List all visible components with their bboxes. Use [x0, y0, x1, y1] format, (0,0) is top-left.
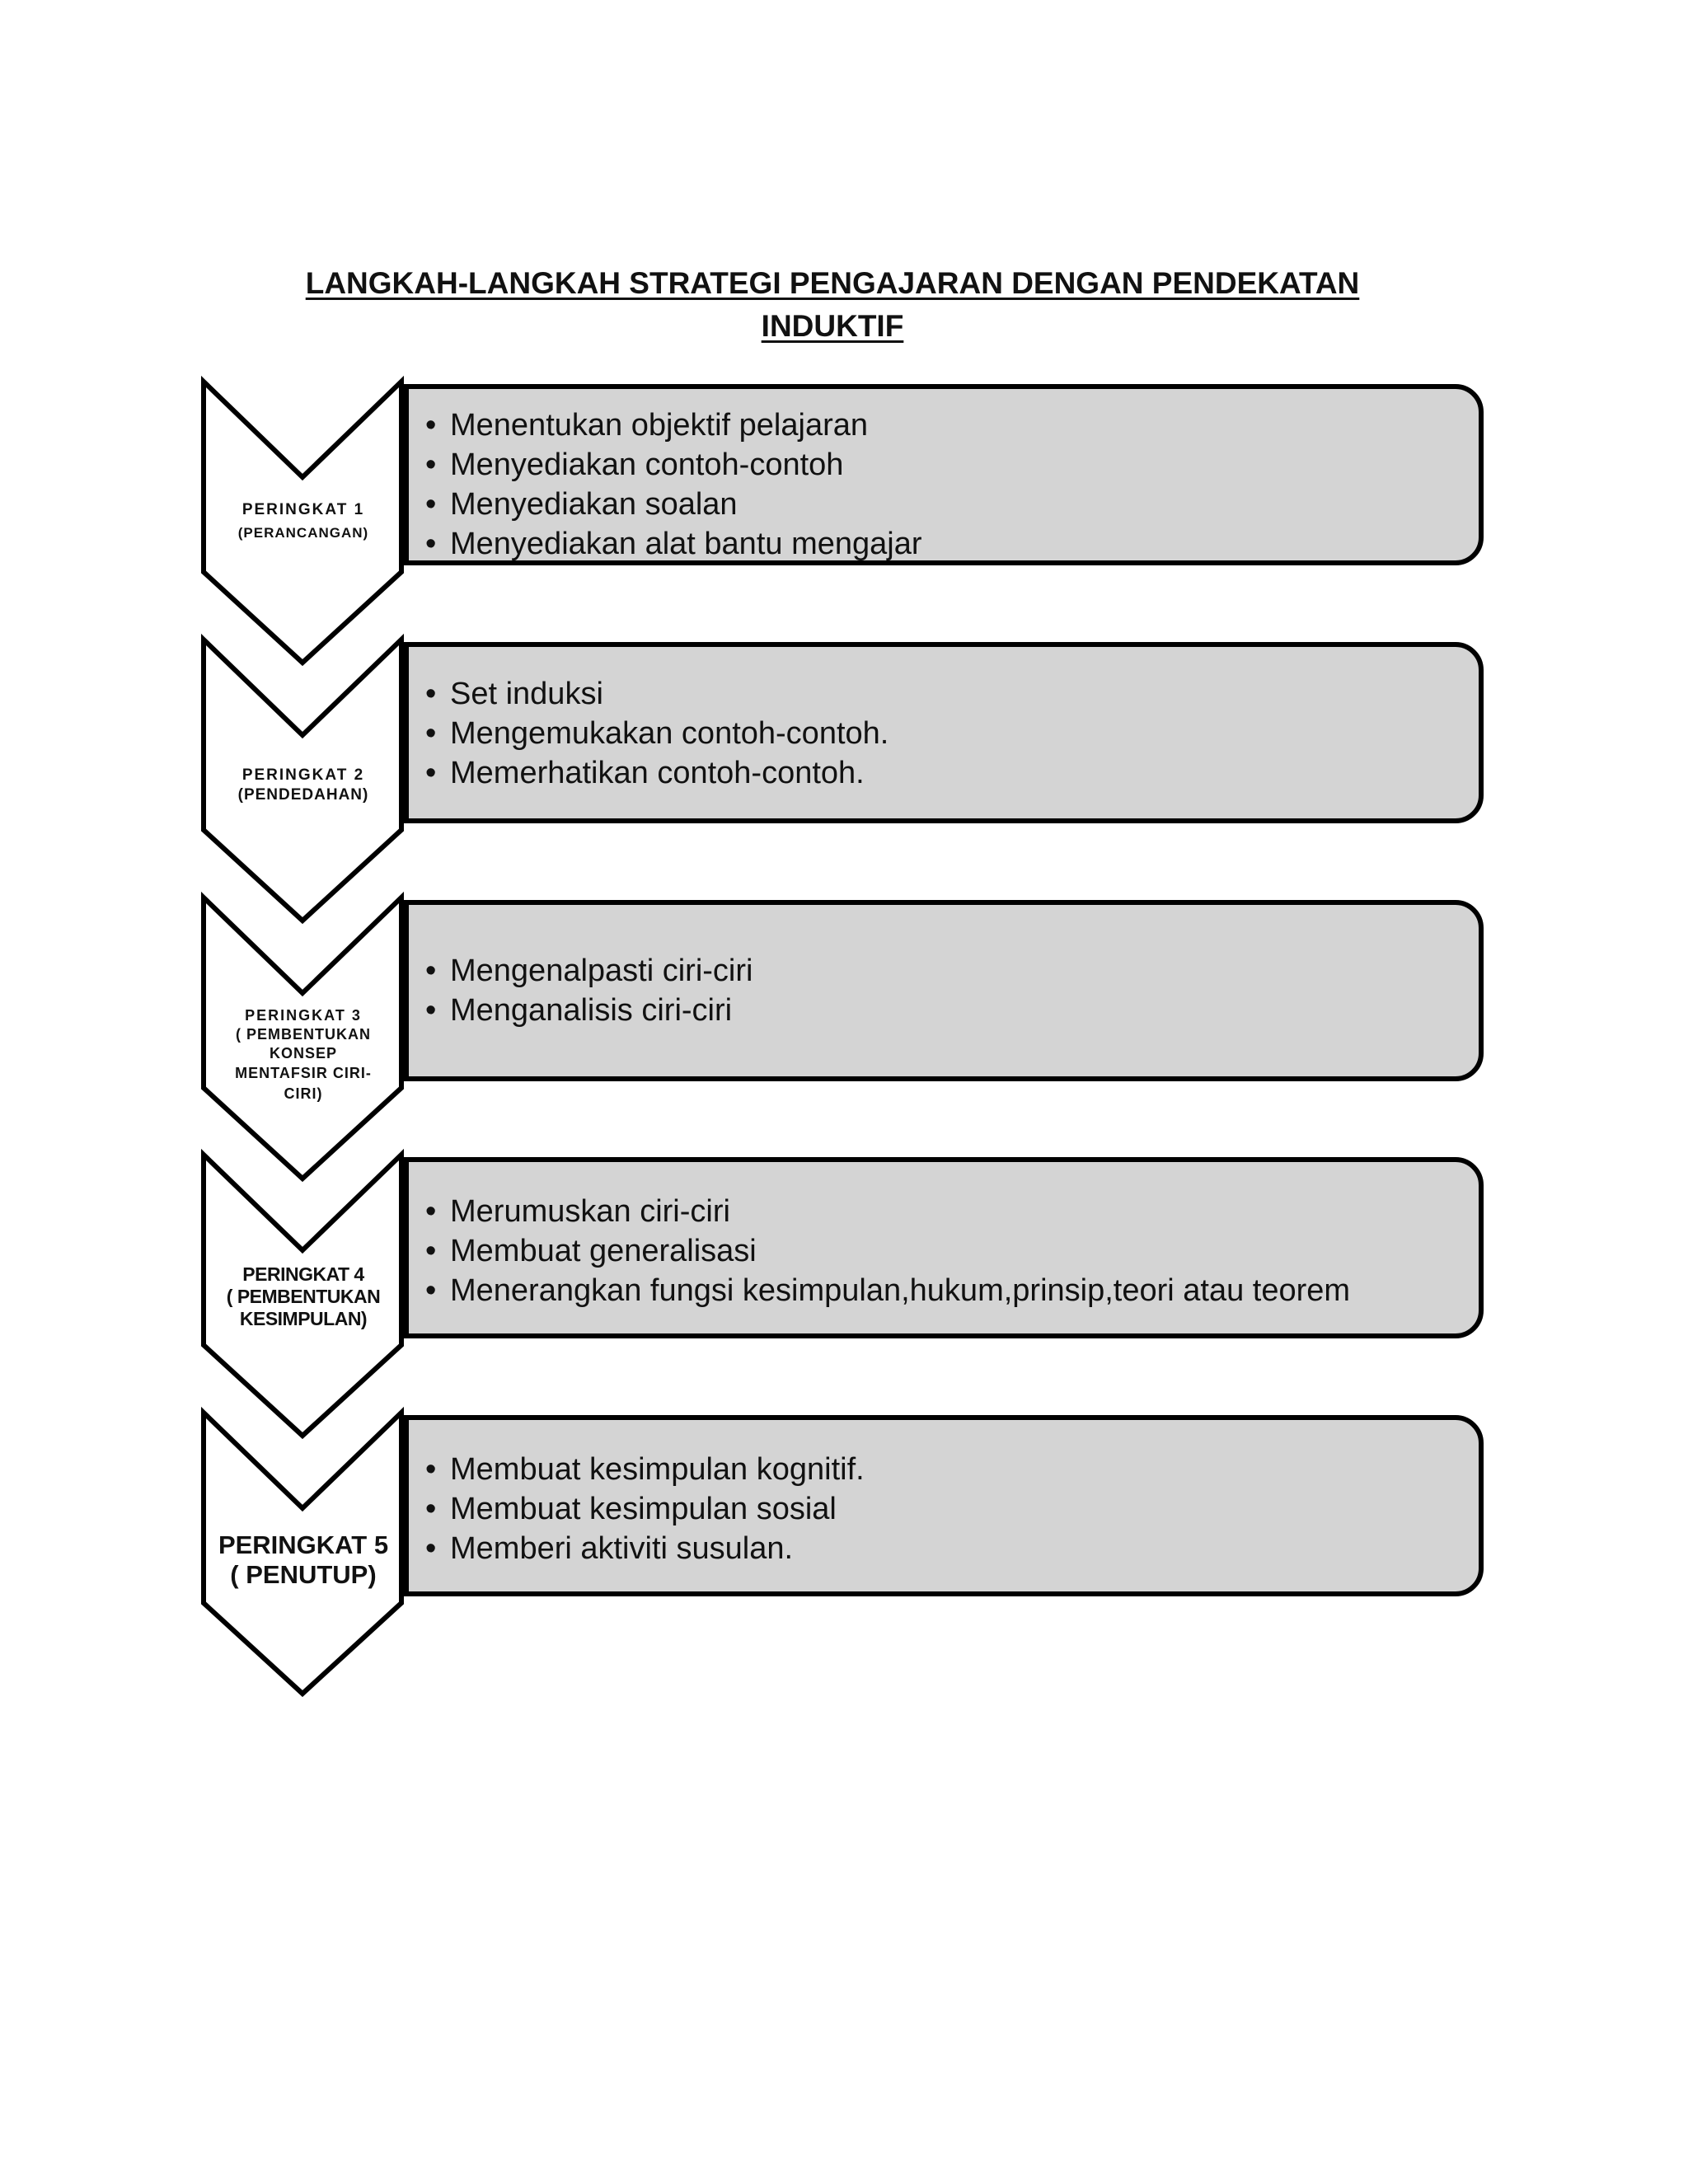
stage-3-label-line-1: PERINGKAT 3: [245, 1007, 362, 1024]
stage-5-box: [404, 1415, 1484, 1596]
stage-5-list: [425, 1450, 1472, 1568]
page-title-line-1: LANGKAH-LANGKAH STRATEGI PENGAJARAN DENGAN PENDEKATAN: [305, 266, 1360, 300]
stage-1-label: [208, 499, 399, 546]
stage-3: [0, 895, 1688, 1192]
stage-3-box: [404, 900, 1484, 1081]
stage-3-label: [208, 1005, 399, 1104]
stage-3-list: [425, 951, 1472, 1030]
stage-1-box: [404, 384, 1484, 565]
stage-5-label-line-2: ( PENUTUP): [230, 1560, 377, 1589]
stage-4-label-line-3: KESIMPULAN): [239, 1308, 368, 1329]
list-item: • Membuat kesimpulan kognitif.: [425, 1452, 865, 1487]
list-item: • Merumuskan ciri-ciri: [425, 1194, 730, 1229]
list-item: • Memberi aktiviti susulan.: [425, 1531, 794, 1566]
stage-5: [0, 1410, 1688, 1707]
stage-3-label-line-4: MENTAFSIR CIRI-: [235, 1065, 372, 1081]
stage-3-label-line-3: KONSEP: [269, 1045, 338, 1062]
stage-1-list: [425, 405, 1472, 564]
list-item: • Memerhatikan contoh-contoh.: [425, 756, 865, 790]
list-item: • Menyediakan soalan: [425, 487, 738, 522]
stage-1-label-line-1: PERINGKAT 1: [241, 501, 365, 518]
stage-4-list: [425, 1192, 1472, 1310]
stage-4-label-line-1: PERINGKAT 4: [242, 1263, 364, 1285]
stage-2-list: [425, 674, 1472, 793]
list-item: • Mengenalpasti ciri-ciri: [425, 954, 753, 988]
list-item: • Mengemukakan contoh-contoh.: [425, 716, 889, 751]
stage-3-label-line-5: CIRI): [284, 1085, 323, 1102]
list-item: • Menerangkan fungsi kesimpulan,hukum,prinsip,teori atau teorem: [425, 1273, 1351, 1308]
stage-5-label: [208, 1530, 399, 1590]
list-item: • Menganalisis ciri-ciri: [425, 993, 733, 1028]
page-title-line-2: INDUKTIF: [761, 309, 904, 343]
stage-2-box: [404, 642, 1484, 823]
stage-2-label-line-2: (PENDEDAHAN): [237, 786, 369, 804]
stage-4-box: [404, 1157, 1484, 1338]
list-item: • Membuat kesimpulan sosial: [425, 1492, 837, 1526]
stage-4: [0, 1152, 1688, 1449]
list-item: • Membuat generalisasi: [425, 1234, 757, 1268]
stage-2-label: [208, 766, 399, 805]
list-item: • Menentukan objektif pelajaran: [425, 408, 869, 443]
stage-4-label: [208, 1263, 399, 1330]
stage-2-label-line-1: PERINGKAT 2: [241, 766, 365, 784]
stage-4-label-line-2: ( PEMBENTUKAN: [226, 1286, 381, 1307]
list-item: • Menyediakan contoh-contoh: [425, 448, 844, 482]
stage-5-label-line-1: PERINGKAT 5: [218, 1530, 389, 1559]
stage-2: [0, 637, 1688, 934]
list-item: • Set induksi: [425, 677, 603, 711]
stage-1: [0, 379, 1688, 676]
list-item: • Menyediakan alat bantu mengajar: [425, 527, 922, 561]
stage-3-label-line-2: ( PEMBENTUKAN: [236, 1026, 371, 1043]
stage-1-label-line-2: (PERANCANGAN): [237, 525, 369, 541]
